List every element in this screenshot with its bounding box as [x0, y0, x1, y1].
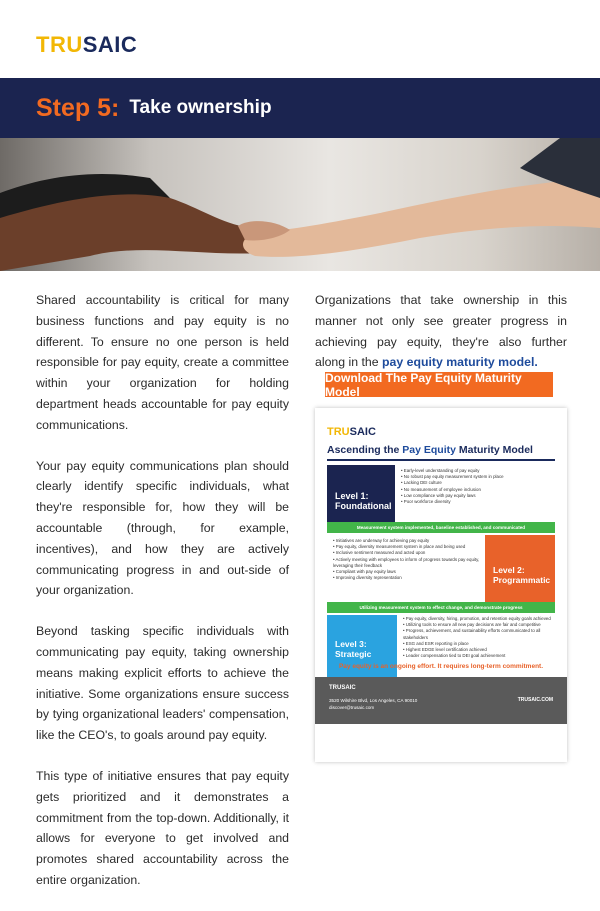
- maturity-model-link[interactable]: pay equity maturity model.: [382, 355, 538, 370]
- band-1: Measurement system implemented, baseline established, and communicated: [327, 522, 555, 533]
- handshake-image: [0, 138, 600, 271]
- level-2-bullets: • Initiatives are underway for achieving pay equity • Pay equity, diversity measurement system in place and being used • Inclusive sentiment measured and acted upon • Actively meeting with employees to inform of progress towards pay equity, leveraging their feedback • Compliant with pay equity laws • Improving diversity representation: [333, 538, 481, 581]
- right-paragraph: Organizations that take ownership in this manner not only see greater progress in achieving pay equity, they're also further along in the pay equity maturity model.: [315, 293, 567, 370]
- paragraph-2: Your pay equity communications plan should clearly identify specific individuals, what they're responsible for, how they will be accountable (through, for example, incentives), and how they are actively communicating progress in and out-side of your organization.: [36, 458, 289, 598]
- left-column: [36, 290, 289, 911]
- footer-url: TRUSAIC.COM: [517, 697, 553, 703]
- step-title: Take ownership: [129, 97, 272, 118]
- level-1-bullets: • Early-level understanding of pay equity • No robust pay equity measurement system in place • Lacking DEI culture • No measurement of employee inclusion • Low compliance with pay equity laws • Poor workforce diversity: [401, 468, 551, 505]
- paragraph-4: This type of initiative ensures that pay equity gets prioritized and it demonstrates a commitment from the top-down. Additionally, it allows for everyone to get involved and promotes shared accountability across the entire organization.: [36, 768, 289, 887]
- level-2-box: [485, 535, 555, 605]
- paragraph-1: Shared accountability is critical for many business functions and pay equity is no different. To ensure no one person is held responsible for pay equity, create a committee within your organization for holding department heads accountable for pay equity communications.: [36, 293, 289, 432]
- handshake-illustration: [0, 138, 600, 271]
- level-3-box: [327, 615, 397, 685]
- preview-footer: [315, 677, 567, 724]
- level-3-label: Level 3: Strategic: [335, 639, 372, 659]
- level-3-bullets: • Pay equity, diversity, hiring, promotion, and retention equity goals achieved • Utilizing tools to ensure all new pay decisions are fair and competitive • Progress, achievement, and sustainability efforts communicated to all stakeholders • ESG and ESR reporting in place • Highest EDGE level certification achieved • Leader compensation tied to DEI goal achievement: [403, 616, 553, 659]
- preview-divider: [327, 459, 555, 461]
- level-1-label: Level 1: Foundational: [335, 491, 392, 511]
- level-2-label: Level 2: Programmatic: [493, 565, 551, 585]
- download-maturity-model-button[interactable]: Download The Pay Equity Maturity Model: [325, 372, 553, 397]
- footer-contact: 3520 Wilshire Blvd, Los Angeles, CA 90010 discover@trusaic.com: [329, 698, 418, 710]
- preview-tagline: Pay equity is an ongoing effort. It requires long-term commitment.: [338, 663, 544, 670]
- maturity-model-preview[interactable]: [315, 408, 567, 762]
- preview-title: Ascending the Pay Equity Maturity Model: [327, 444, 533, 456]
- preview-logo: TRUSAIC: [327, 426, 376, 438]
- step-banner: [0, 78, 600, 138]
- paragraph-3: Beyond tasking specific individuals with communicating pay equity, taking ownership means making explicit efforts to achieve the initiative. Some organizations ensure success by tying organizational leaders' compensation, like the CEO's, to goals around pay equity.: [36, 624, 289, 743]
- level-1-box: [327, 465, 395, 522]
- trusaic-logo: TRUSAIC: [36, 32, 138, 57]
- band-2: Utilizing measurement system to effect change, and demonstrate progress: [327, 602, 555, 613]
- footer-brand: TRUSAIC: [329, 685, 356, 691]
- step-number: Step 5:: [36, 93, 120, 122]
